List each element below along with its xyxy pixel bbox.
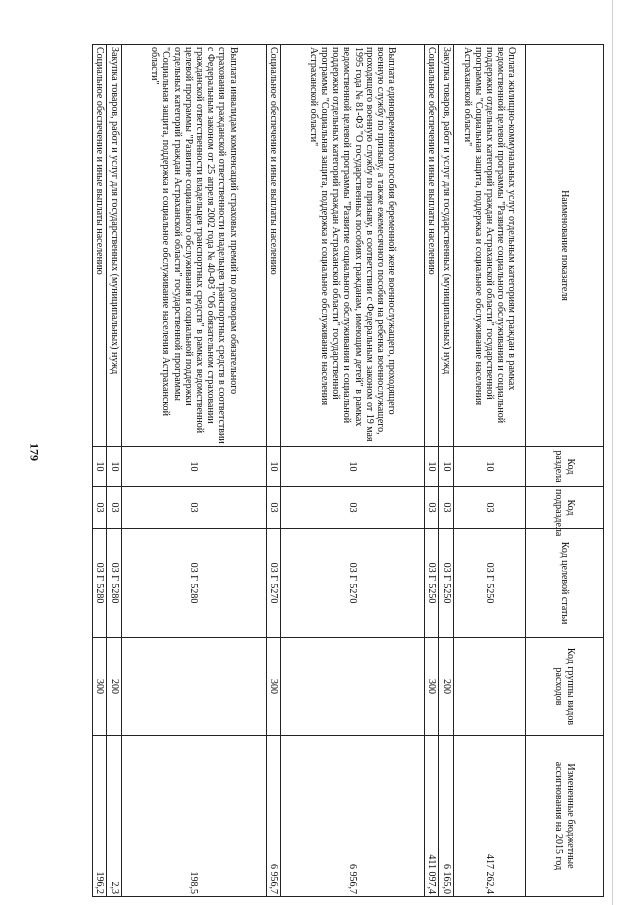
- cell-name: Выплата единовременного пособия беременной жене военнослужащего, проходящего военную службу по призыву, а также ежемесячного пособия на ребенка военнослужащего, проходящего военную службу по призыву, в соответствии с Федеральным законом от 19 мая 1995 года № 81-ФЗ "О государственных пособиях гражданам, имеющим детей" в рамках ведомственной целевой программы "Развитие социального обслуживания и социальной поддержки отдельных категорий граждан Астраханской области" государственной программы "Социальная защита, поддержка и социальное обслуживание населения Астраханской области": [281, 45, 425, 447]
- cell-expense: 300: [93, 638, 107, 736]
- scan-edge-line: [612, 0, 613, 905]
- header-subsection: Код подраздела: [526, 487, 604, 529]
- cell-name: Социальное обеспечение и иные выплаты населению: [424, 45, 438, 447]
- rotated-table-wrapper: [92, 44, 604, 896]
- table-row: [439, 45, 453, 897]
- header-amount: Измененные бюджетные ассигнования на 2015 год: [526, 736, 604, 897]
- cell-amount: 198,5: [121, 736, 266, 897]
- cell-expense: [121, 638, 266, 736]
- cell-name: Социальное обеспечение и иные выплаты населению: [266, 45, 280, 447]
- cell-amount: 2,3: [107, 736, 121, 897]
- cell-section: 10: [107, 447, 121, 487]
- cell-expense: [281, 638, 425, 736]
- cell-target: 03 Г 5270: [266, 529, 280, 638]
- cell-subsection: 03: [266, 487, 280, 529]
- cell-subsection: 03: [107, 487, 121, 529]
- header-row: [526, 45, 604, 897]
- table-row: [93, 45, 107, 897]
- cell-subsection: 03: [121, 487, 266, 529]
- header-name: Наименование показателя: [526, 45, 604, 447]
- table-row: [121, 45, 266, 897]
- cell-section: 10: [424, 447, 438, 487]
- cell-target: 03 Г 5280: [107, 529, 121, 638]
- cell-subsection: 03: [439, 487, 453, 529]
- header-expense: Код группы видов расходов: [526, 638, 604, 736]
- header-section: Код раздела: [526, 447, 604, 487]
- cell-subsection: 03: [453, 487, 525, 529]
- cell-name: Социальное обеспечение и иные выплаты населению: [93, 45, 107, 447]
- cell-section: 10: [121, 447, 266, 487]
- page-number: 179: [27, 443, 42, 461]
- cell-amount: 6 956,7: [266, 736, 280, 897]
- cell-name: Закупка товаров, работ и услуг для государственных (муниципальных) нужд: [107, 45, 121, 447]
- cell-amount: 6 956,7: [281, 736, 425, 897]
- cell-target: 03 Г 5250: [453, 529, 525, 638]
- budget-table: [92, 44, 604, 897]
- cell-expense: 200: [107, 638, 121, 736]
- cell-section: 10: [266, 447, 280, 487]
- cell-amount: 417 262,4: [453, 736, 525, 897]
- cell-section: 10: [281, 447, 425, 487]
- document-page: [92, 44, 604, 896]
- cell-name: Закупка товаров, работ и услуг для государственных (муниципальных) нужд: [439, 45, 453, 447]
- cell-amount: 411 097,4: [424, 736, 438, 897]
- cell-target: 03 Г 5280: [93, 529, 107, 638]
- cell-target: 03 Г 5280: [121, 529, 266, 638]
- cell-expense: 300: [424, 638, 438, 736]
- cell-name: Оплата жилищно-коммунальных услуг отдельным категориям граждан в рамках ведомственной целевой программы "Развитие социального обслуживания и социальной поддержки отдельных категорий граждан Астраханской области" государственной программы "Социальная защита, поддержка и социальное обслуживание населения Астраханской области": [453, 45, 525, 447]
- header-target: Код целевой статьи: [526, 529, 604, 638]
- cell-expense: 200: [439, 638, 453, 736]
- cell-amount: 6 165,0: [439, 736, 453, 897]
- table-row: [281, 45, 425, 897]
- cell-section: 10: [439, 447, 453, 487]
- table-row: [107, 45, 121, 897]
- cell-name: Выплата инвалидам компенсаций страховых премий по договорам обязательного страхования гражданской ответственности владельцев транспортных средств в соответствии с Федеральным законом от 25 апреля 2002 года № 40-ФЗ "Об обязательном страховании гражданской ответственности владельцев транспортных средств" в рамках ведомственной целевой программы "Развитие социального обслуживания и социальной поддержки отдельных категорий граждан Астраханской области" государственной программы "Социальная защита, поддержка и социальное обслуживание населения Астраханской области": [121, 45, 266, 447]
- cell-target: 03 Г 5250: [424, 529, 438, 638]
- cell-section: 10: [453, 447, 525, 487]
- table-row: [266, 45, 280, 897]
- cell-expense: [453, 638, 525, 736]
- cell-target: 03 Г 5250: [439, 529, 453, 638]
- cell-subsection: 03: [93, 487, 107, 529]
- table-row: [453, 45, 525, 897]
- cell-expense: 300: [266, 638, 280, 736]
- cell-subsection: 03: [281, 487, 425, 529]
- table-row: [424, 45, 438, 897]
- cell-section: 10: [93, 447, 107, 487]
- cell-target: 03 Г 5270: [281, 529, 425, 638]
- cell-subsection: 03: [424, 487, 438, 529]
- cell-amount: 196,2: [93, 736, 107, 897]
